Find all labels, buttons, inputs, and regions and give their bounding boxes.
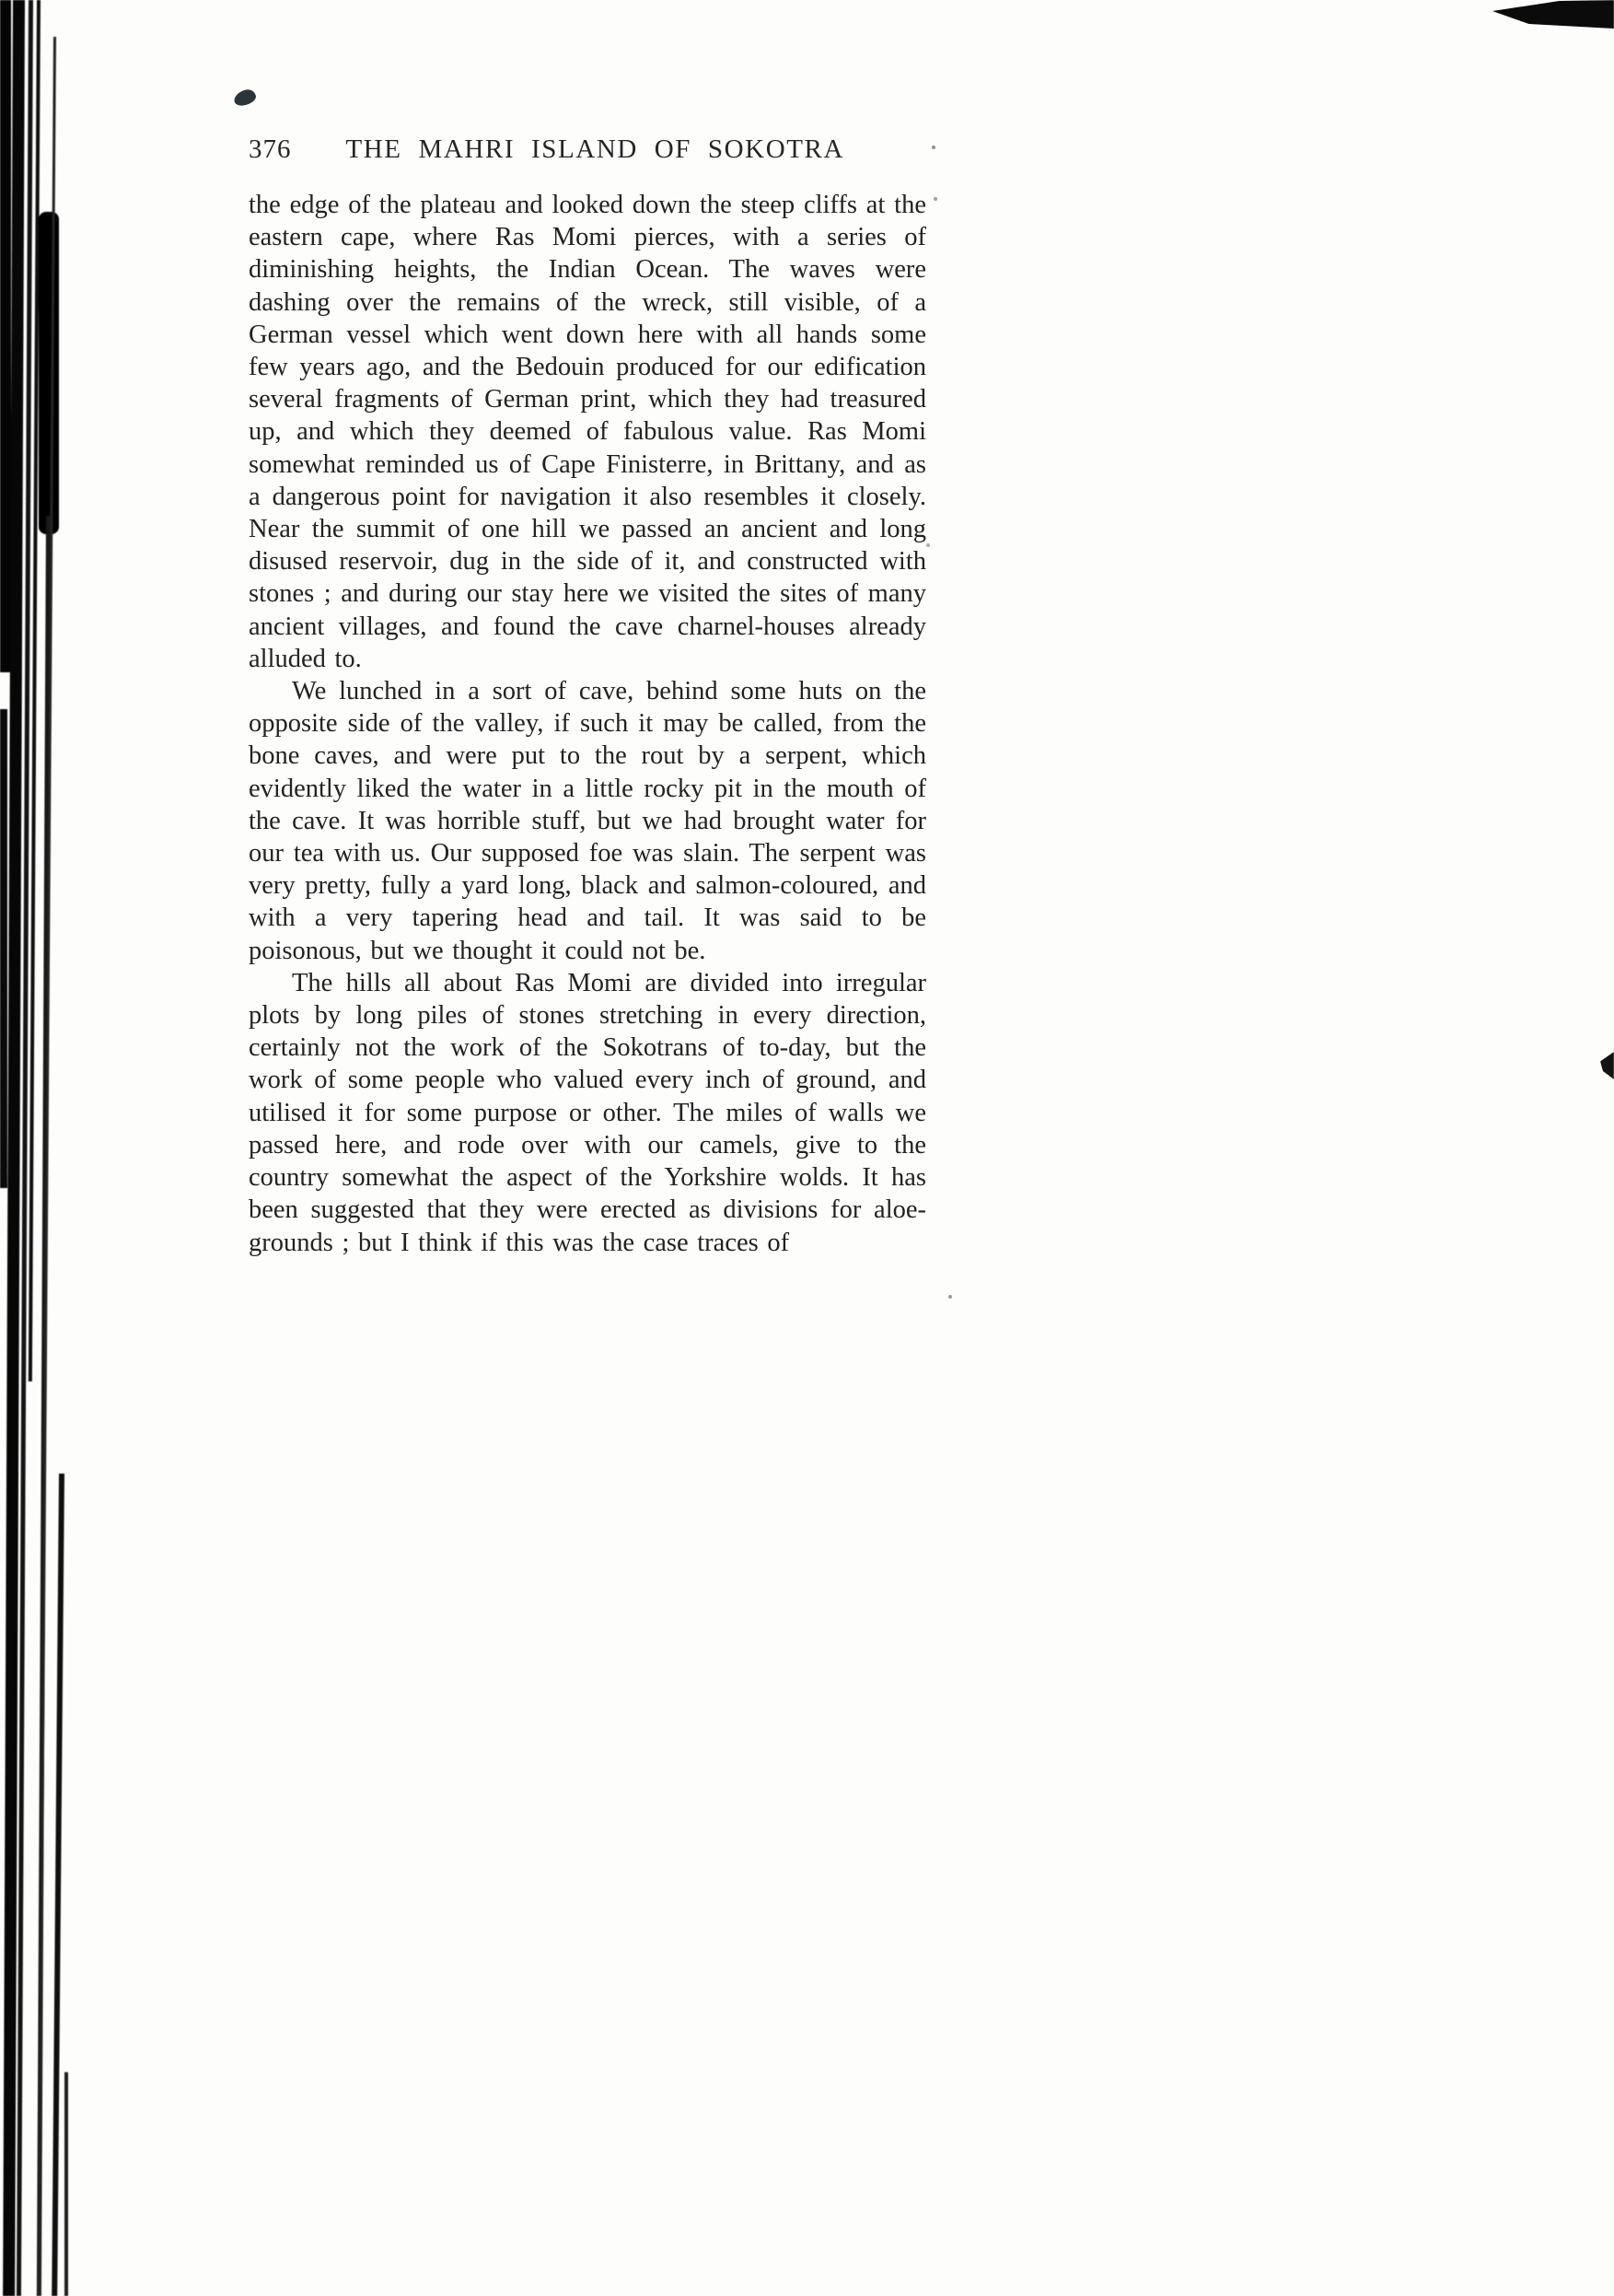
running-title: THE MAHRI ISLAND OF SOKOTRA [345, 134, 845, 164]
dust-specks [932, 146, 935, 149]
page-content [249, 134, 926, 1259]
paragraph: We lunched in a sort of cave, behind some huts on the opposite side of the valley, if such it may be called, from the bone caves, and were put to the rout by a serpent, which evidently liked the water in a little rocky pit in the mouth of the cave. It was horrible stuff, but we had brought water for our tea with us. Our supposed foe was slain. The serpent was very pretty, fully a yard long, black and salmon-coloured, and with a very tapering head and tail. It was said to be poisonous, but we thought it could not be. [249, 677, 926, 965]
scan-corner-artifact [1492, 0, 1614, 46]
paragraph: The hills all about Ras Momi are divided into irregular plots by long piles of stones stretching in every direction, certainly not the work of the Sokotrans of to-day, but the work of some people who valued every inch of ground, and utilised it for some purpose or other. The miles of walls we passed here, and rode over with our camels, give to the country somewhat the aspect of the Yorkshire wolds. It has been suggested that they were erected as divisions for aloe-grounds ; but I think if this was the case traces of [249, 968, 926, 1257]
scan-speck [1600, 1052, 1614, 1079]
scan-line [37, 516, 51, 2296]
scan-line [0, 0, 11, 672]
scan-line [17, 0, 33, 2296]
paragraph-continuation: the edge of the plateau and looked down the steep cliffs at the eastern cape, where Ras Momi pierces, with a series of diminishing heights, the Indian Ocean. The waves were dashing over the remains of the wreck, still visible, of a German vessel which went down here with all hands some few years ago, and the Bedouin produced for our edification several fragments of German print, which they had treasured up, and which they deemed of fabulous value. Ras Momi somewhat reminded us of Cape Finisterre, in Brittany, and as a dangerous point for navigation it also resembles it closely. Near the summit of one hill we passed an ancient and long disused reservoir, dug in the side of it, and constructed with stones ; and during our stay here we visited the sites of many ancient villages, and found the cave charnel-houses already alluded to. [249, 191, 926, 673]
scan-line [64, 2072, 68, 2296]
scan-line [29, 0, 41, 1381]
scan-line [3, 0, 25, 2296]
page-number: 376 [249, 134, 292, 164]
scan-line [52, 1474, 64, 2296]
scan-binding-artifact [0, 0, 101, 2296]
scan-line [0, 709, 7, 1188]
scan-line [38, 37, 56, 2296]
scan-blob [39, 212, 59, 534]
ink-mark [232, 87, 257, 107]
page-header [249, 134, 926, 165]
